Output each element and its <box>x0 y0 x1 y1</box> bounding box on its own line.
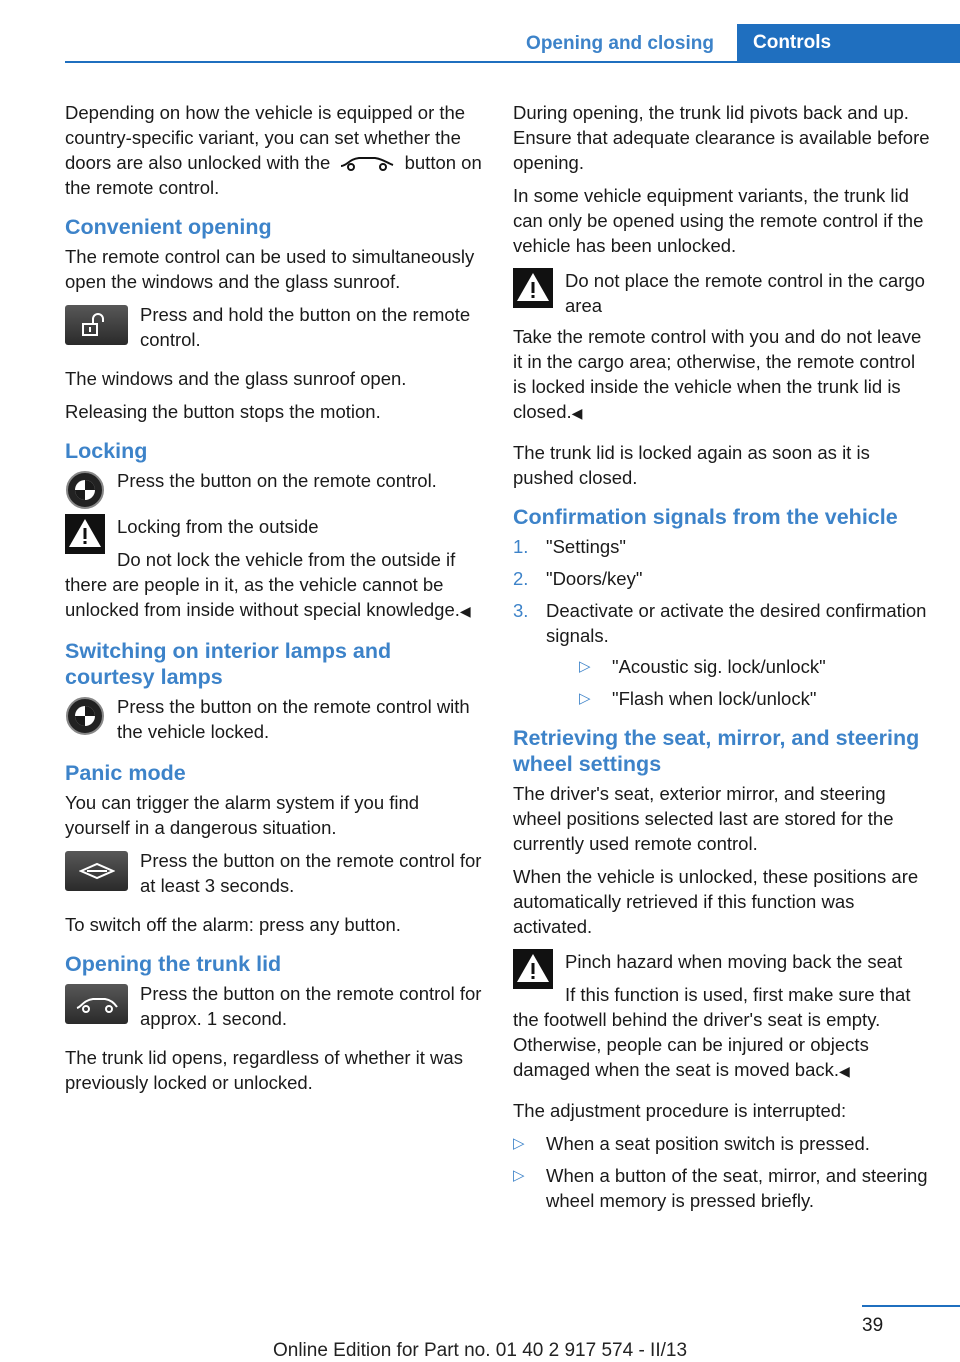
heading-panic-mode: Panic mode <box>65 761 186 785</box>
interrupted-list <box>513 1131 931 1213</box>
header-rule <box>65 61 960 63</box>
trunk-variants-text: In some vehicle equipment variants, the trunk lid can only be opened using the remote control if the vehicle has been unlocked. <box>513 185 924 256</box>
cargo-warning-block <box>513 268 931 426</box>
trunk-result: The trunk lid opens, regardless of whether it was previously locked or unlocked. <box>65 1047 463 1093</box>
triangle-bullet-icon: ▷ <box>579 690 591 707</box>
triangle-bullet-icon: ▷ <box>579 658 591 675</box>
cargo-warning-title: Do not place the remote control in the cargo area <box>565 270 925 316</box>
heading-confirmation-signals: Confirmation signals from the vehicle <box>513 505 898 529</box>
chapter-tab: Controls <box>737 24 960 62</box>
interrupted-text: The adjustment procedure is interrupted: <box>513 1100 847 1121</box>
trunk-instruction: Press the button on the remote control for approx. 1 second. <box>140 983 482 1029</box>
heading-interior-lamps: Switching on interior lamps and courtesy lamps <box>65 639 392 689</box>
bmw-logo-icon <box>65 470 105 510</box>
locking-instruction: Press the button on the remote control. <box>117 470 437 491</box>
panic-text: You can trigger the alarm system if you find yourself in a dangerous situation. <box>65 792 420 838</box>
page-number: 39 <box>862 1315 884 1336</box>
triangle-bullet-icon: ▷ <box>513 1167 525 1184</box>
list-item: 3. Deactivate or activate the desired confirmation signals. ▷ "Acoustic sig. lock/unlock" ▷ "Flash when lock/unlock" <box>513 598 931 711</box>
panic-button-icon <box>65 851 128 891</box>
list-item: ▷ "Flash when lock/unlock" <box>579 688 817 709</box>
section-title: Opening and closing <box>526 33 714 54</box>
locking-instruction-block <box>65 468 483 514</box>
interior-instruction-block <box>65 694 483 746</box>
trunk-relock-text: The trunk lid is locked again as soon as it is pushed closed. <box>513 442 870 488</box>
heading-convenient-opening: Convenient opening <box>65 215 272 239</box>
pinch-warning-block <box>513 949 931 1084</box>
footer-edition: Online Edition for Part no. 01 40 2 917 574 - II/13 <box>272 1340 688 1361</box>
intro-paragraph: Depending on how the vehicle is equipped or the country-specific variant, you can set whether the doors are also unlocked with the button on the remote control. <box>65 102 482 198</box>
panic-instruction: Press the button on the remote control for at least 3 seconds. <box>140 850 482 896</box>
footer-rule <box>862 1305 960 1307</box>
list-item: ▷ "Acoustic sig. lock/unlock" <box>579 656 826 677</box>
trunk-button-icon <box>65 984 128 1024</box>
locking-warning-block <box>65 514 483 624</box>
locking-warning-title: Locking from the outside <box>117 516 319 537</box>
heading-trunk-lid: Opening the trunk lid <box>65 952 282 976</box>
left-column <box>65 100 483 1103</box>
panic-instruction-block <box>65 848 483 898</box>
interior-instruction: Press the button on the remote control with the vehicle locked. <box>117 696 470 742</box>
list-item: 2. "Doors/key" <box>513 568 643 589</box>
cargo-warning-text: Take the remote control with you and do not leave it in the cargo area; otherwise, the remote control is locked inside the vehicle when the trunk lid is closed.◀ <box>513 326 922 422</box>
warning-icon <box>65 514 105 554</box>
convenient-text: The remote control can be used to simultaneously open the windows and the glass sunroof. <box>65 246 475 292</box>
locking-warning-text: Do not lock the vehicle from the outside if there are people in it, as the vehicle cannot be unlocked from inside without special knowledge.◀ <box>65 549 471 620</box>
warning-icon <box>513 949 553 989</box>
car-roof-icon <box>339 153 395 171</box>
heading-locking: Locking <box>65 439 148 463</box>
retrieving-unlocked-text: When the vehicle is unlocked, these positions are automatically retrieved if this function was activated. <box>513 866 919 937</box>
trunk-pivot-text: During opening, the trunk lid pivots back and up. Ensure that adequate clearance is available before opening. <box>513 102 930 173</box>
panic-off: To switch off the alarm: press any button. <box>65 914 401 935</box>
list-item: ▷ When a button of the seat, mirror, and steering wheel memory is pressed briefly. <box>513 1165 928 1211</box>
unlock-button-icon <box>65 305 128 345</box>
list-item: ▷ When a seat position switch is pressed. <box>513 1133 870 1154</box>
right-column <box>513 100 931 1220</box>
triangle-bullet-icon: ▷ <box>513 1135 525 1152</box>
convenient-instruction: Press and hold the button on the remote control. <box>140 304 471 350</box>
bmw-logo-icon <box>65 696 105 736</box>
convenient-result: The windows and the glass sunroof open. <box>65 368 407 389</box>
pinch-warning-text: If this function is used, first make sure that the footwell behind the driver's seat is empty. Otherwise, people can be injured or objects damaged when the seat is moved back.◀ <box>513 984 911 1080</box>
pinch-warning-title: Pinch hazard when moving back the seat <box>565 951 903 972</box>
convenient-instruction-block <box>65 302 483 352</box>
convenient-release: Releasing the button stops the motion. <box>65 401 381 422</box>
confirmation-steps <box>513 534 931 711</box>
warning-icon <box>513 268 553 308</box>
retrieving-stored-text: The driver's seat, exterior mirror, and steering wheel positions selected last are stored for the currently used remote control. <box>513 783 894 854</box>
heading-retrieving-settings: Retrieving the seat, mirror, and steering wheel settings <box>513 726 920 776</box>
trunk-instruction-block <box>65 981 483 1031</box>
confirmation-options <box>579 654 931 711</box>
list-item: 1. "Settings" <box>513 536 626 557</box>
